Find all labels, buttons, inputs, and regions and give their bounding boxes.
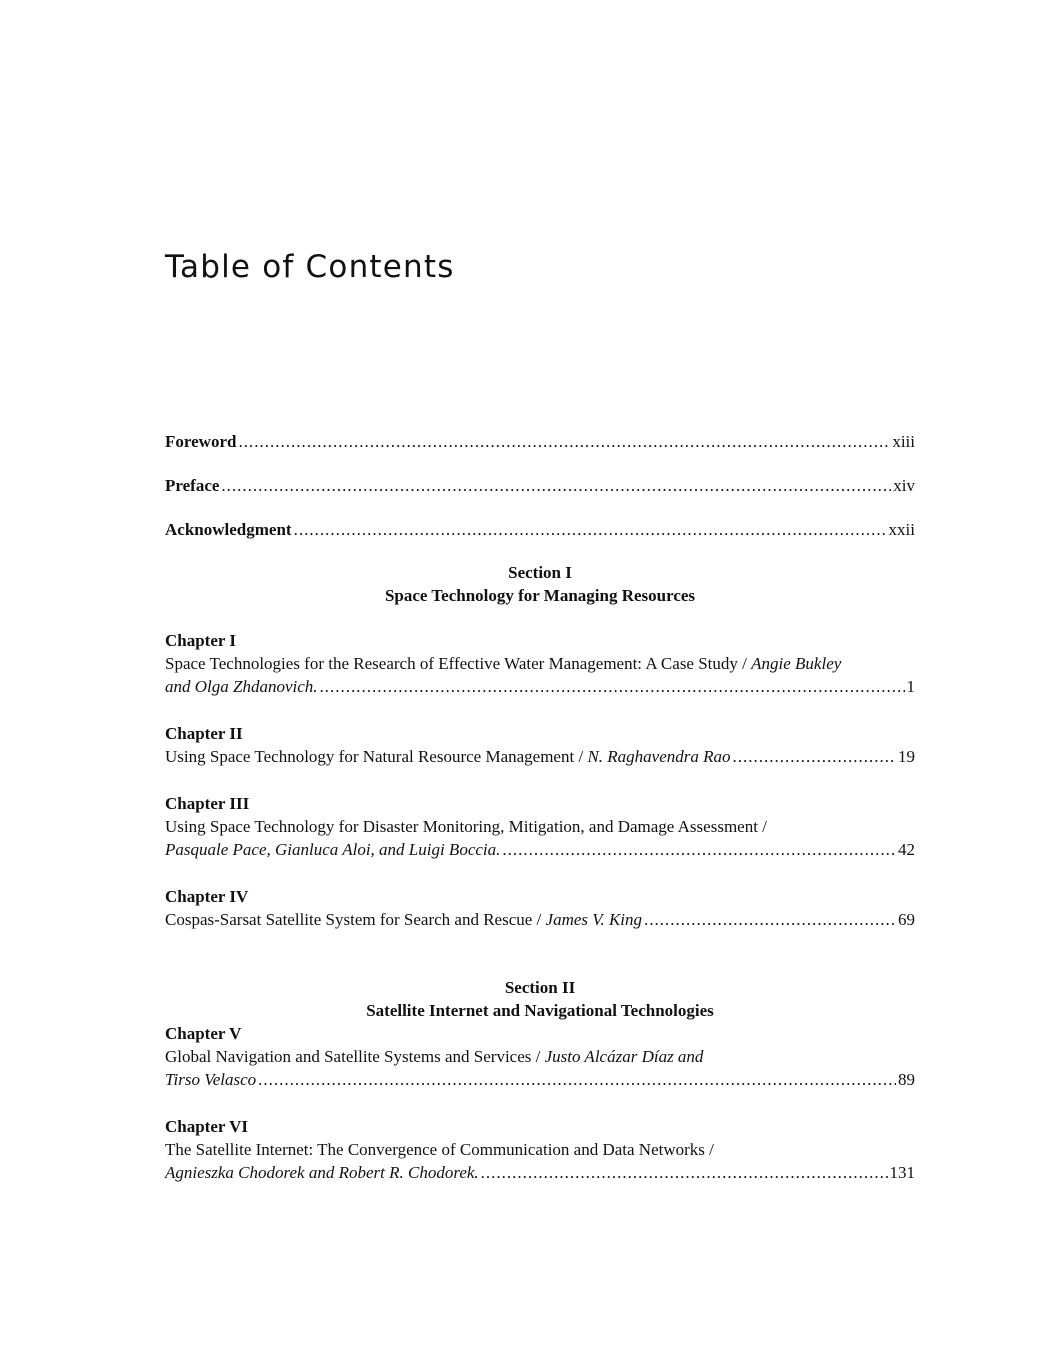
chapter-title-line [165,745,915,768]
chapter-title: The Satellite Internet: The Convergence of Communication and Data Networks / [165,1140,714,1159]
chapter-label: Chapter IV [165,887,249,906]
chapter-authors-line [165,1161,915,1184]
page-number: xiii [892,432,915,451]
toc-entry-foreword[interactable] [165,430,915,453]
entry-label: Acknowledgment [165,520,292,539]
chapter-authors-line [165,838,915,861]
page-number: 19 [898,747,915,766]
toc-entry-acknowledgment[interactable] [165,518,915,541]
page-number: 42 [898,840,915,859]
entry-label: Foreword [165,432,237,451]
chapter-authors: Agnieszka Chodorek and Robert R. Chodorek. [165,1163,479,1182]
chapter-authors: Pasquale Pace, Gianluca Aloi, and Luigi Boccia. [165,840,501,859]
toc-entry-chapter-3[interactable] [165,792,915,861]
chapter-title: Space Technologies for the Research of Effective Water Management: A Case Study / [165,654,752,673]
chapter-title-line [165,908,915,931]
page-number: 69 [898,910,915,929]
chapter-title: Cospas-Sarsat Satellite System for Search and Rescue / [165,910,546,929]
section-number: Section I [508,563,572,582]
chapter-label: Chapter III [165,794,250,813]
page-number: xiv [893,476,915,495]
toc-entry-chapter-6[interactable] [165,1115,915,1184]
page-number: 89 [898,1070,915,1089]
page-number: 1 [906,677,915,696]
page-number: xxii [888,520,915,539]
chapter-authors-line [165,1068,915,1091]
dot-leader [733,745,896,768]
dot-leader [258,1068,896,1091]
chapter-authors: Tirso Velasco [165,1070,257,1089]
table-of-contents [165,430,915,1184]
entry-label: Preface [165,476,220,495]
toc-entry-chapter-1[interactable] [165,629,915,698]
dot-leader [644,908,896,931]
page-number: 131 [889,1163,915,1182]
chapter-authors-line [165,675,915,698]
chapter-title: Using Space Technology for Disaster Monitoring, Mitigation, and Damage Assessment / [165,817,767,836]
chapter-title-line [165,1045,915,1068]
chapter-label: Chapter V [165,1024,242,1043]
section-title: Space Technology for Managing Resources [384,585,696,605]
chapter-title: Using Space Technology for Natural Resource Management / [165,747,588,766]
section-title: Satellite Internet and Navigational Technologies [366,1000,714,1020]
dot-leader [221,474,891,497]
dot-leader [294,518,887,541]
toc-entry-chapter-2[interactable] [165,722,915,768]
dot-leader [238,430,890,453]
dot-leader [481,1161,888,1184]
chapter-authors: James V. King [545,910,643,929]
chapter-title-line [165,652,915,675]
section-heading [165,562,915,607]
chapter-title: Global Navigation and Satellite Systems and Services / [165,1047,545,1066]
section-number: Section II [504,978,576,997]
chapter-authors: Justo Alcázar Díaz and [544,1047,704,1066]
page-title: Table of Contents [165,249,455,285]
chapter-authors: N. Raghavendra Rao [587,747,731,766]
toc-entry-preface[interactable] [165,474,915,497]
dot-leader [320,675,905,698]
dot-leader [502,838,896,861]
chapter-label: Chapter II [165,724,243,743]
chapter-label: Chapter I [165,631,236,650]
chapter-label: Chapter VI [165,1117,248,1136]
toc-entry-chapter-5[interactable] [165,1022,915,1091]
section-heading [165,977,915,1022]
toc-entry-chapter-4[interactable] [165,885,915,931]
chapter-authors: and Olga Zhdanovich. [165,677,318,696]
chapter-authors: Angie Bukley [751,654,842,673]
